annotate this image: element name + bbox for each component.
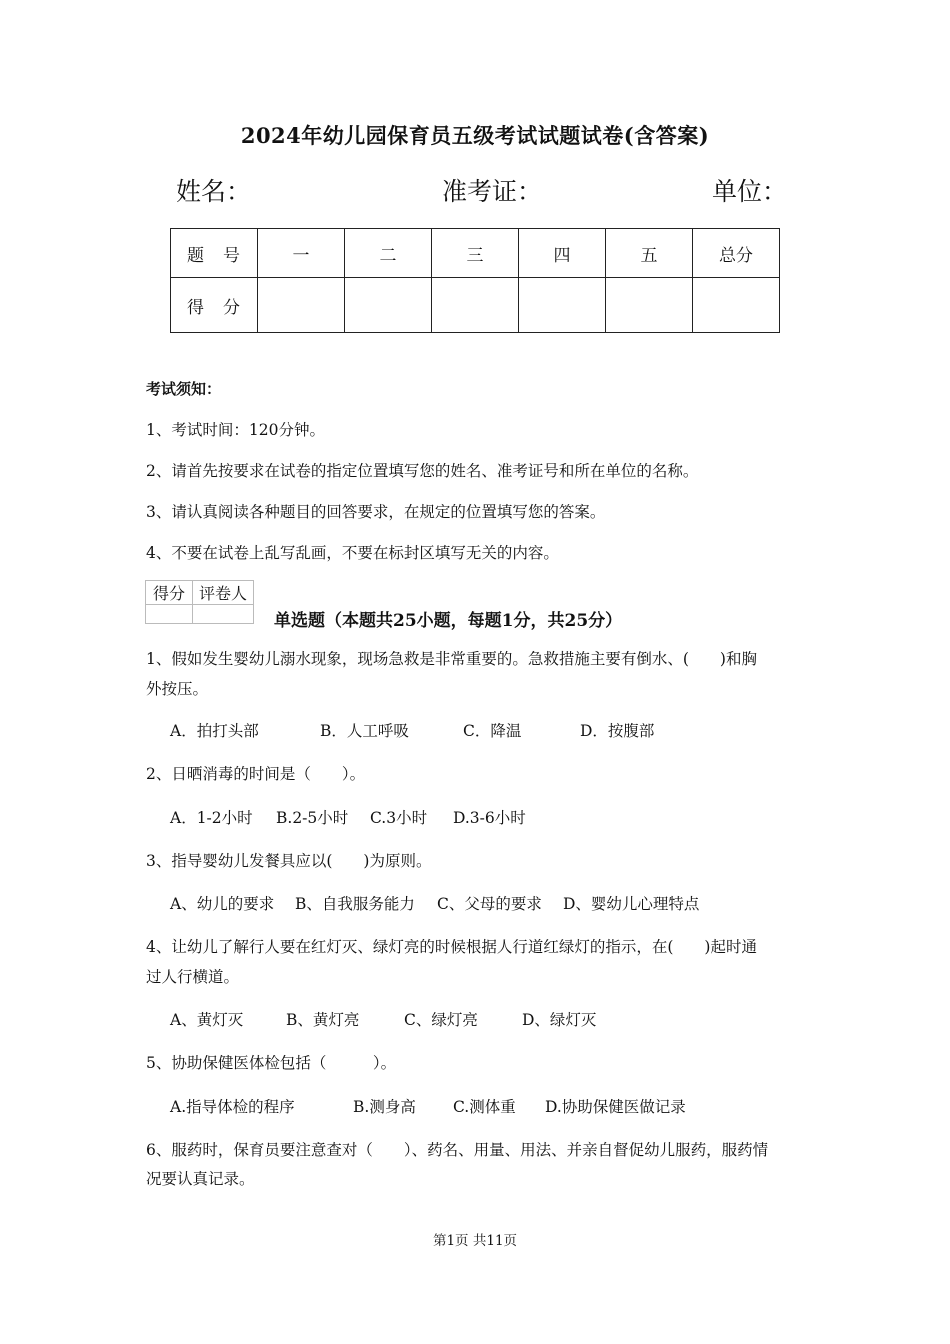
- question-1-text-cont: 外按压。: [146, 680, 209, 698]
- score-table-col-1: 一: [258, 229, 345, 278]
- question-2-option-d: D.3-6小时: [453, 809, 526, 827]
- question-5-option-d: D.协助保健医做记录: [545, 1098, 686, 1116]
- question-5-option-b: B.测身高: [353, 1098, 416, 1116]
- score-table-score-label: 得 分: [171, 278, 258, 333]
- question-5-text: 5、协助保健医体检包括（ ）。: [146, 1054, 397, 1072]
- score-table-header-label: 题 号: [171, 229, 258, 278]
- score-table-col-5: 五: [606, 229, 693, 278]
- name-field-label: 姓名：: [176, 177, 252, 206]
- question-2-text: 2、日晒消毒的时间是（ ）。: [146, 765, 366, 783]
- question-4-text: 4、让幼儿了解行人要在红灯灭、绿灯亮的时候根据人行道红绿灯的指示，在( )起时通: [146, 938, 757, 956]
- score-table-col-2: 二: [345, 229, 432, 278]
- score-table-col-total: 总分: [693, 229, 780, 278]
- question-2-option-a: A．1-2小时: [170, 809, 253, 827]
- notice-item: 3、请认真阅读各种题目的回答要求，在规定的位置填写您的答案。: [146, 503, 606, 521]
- question-1-option-d: D．按腹部: [580, 722, 655, 740]
- question-4-text-cont: 过人行横道。: [146, 968, 240, 986]
- question-3-option-b: B、自我服务能力: [295, 895, 415, 913]
- exam-id-field-label: 准考证：: [442, 177, 543, 206]
- page-title: 2024年幼儿园保育员五级考试试题试卷(含答案): [240, 123, 710, 148]
- question-3-option-a: A、幼儿的要求: [170, 895, 275, 913]
- score-table: [170, 228, 780, 333]
- score-table-col-4: 四: [519, 229, 606, 278]
- question-6-text: 6、服药时，保育员要注意查对（ ）、药名、用量、用法、并亲自督促幼儿服药，服药情: [146, 1141, 769, 1159]
- grader-box: [145, 580, 254, 624]
- notice-title: 考试须知：: [146, 380, 222, 398]
- grader-name-cell[interactable]: [193, 605, 254, 624]
- question-2-option-c: C.3小时: [370, 809, 428, 827]
- score-cell-3[interactable]: [432, 278, 519, 333]
- score-cell-1[interactable]: [258, 278, 345, 333]
- page-footer: 第1页 共11页: [432, 1233, 518, 1249]
- score-table-score-row: [171, 278, 780, 333]
- score-cell-2[interactable]: [345, 278, 432, 333]
- question-4-option-a: A、黄灯灭: [170, 1011, 244, 1029]
- score-cell-5[interactable]: [606, 278, 693, 333]
- question-1-option-b: B．人工呼吸: [320, 722, 409, 740]
- question-3-option-d: D、婴幼儿心理特点: [563, 895, 700, 913]
- question-3-text: 3、指导婴幼儿发餐具应以( )为原则。: [146, 852, 432, 870]
- notice-item: 1、考试时间：120分钟。: [146, 421, 325, 439]
- grader-score-label: 得分: [146, 581, 193, 605]
- question-1-option-c: C．降温: [463, 722, 522, 740]
- question-1-option-a: A．拍打头部: [170, 722, 259, 740]
- unit-field-label: 单位：: [712, 177, 788, 206]
- score-cell-4[interactable]: [519, 278, 606, 333]
- question-1-text: 1、假如发生婴幼儿溺水现象，现场急救是非常重要的。急救措施主要有倒水、( )和胸: [146, 650, 757, 668]
- section-title: 单选题（本题共25小题，每题1分，共25分）: [274, 611, 623, 631]
- question-4-option-b: B、黄灯亮: [286, 1011, 360, 1029]
- question-5-option-a: A.指导体检的程序: [170, 1098, 295, 1116]
- question-4-option-d: D、绿灯灭: [522, 1011, 597, 1029]
- score-cell-total[interactable]: [693, 278, 780, 333]
- notice-item: 4、不要在试卷上乱写乱画，不要在标封区填写无关的内容。: [146, 544, 559, 562]
- question-3-option-c: C、父母的要求: [437, 895, 542, 913]
- question-4-option-c: C、绿灯亮: [404, 1011, 478, 1029]
- question-2-option-b: B.2-5小时: [276, 809, 349, 827]
- question-6-text-cont: 况要认真记录。: [146, 1170, 255, 1188]
- grader-score-cell[interactable]: [146, 605, 193, 624]
- score-table-col-3: 三: [432, 229, 519, 278]
- grader-name-label: 评卷人: [193, 581, 254, 605]
- score-table-header-row: [171, 229, 780, 278]
- question-5-option-c: C.测体重: [453, 1098, 516, 1116]
- notice-item: 2、请首先按要求在试卷的指定位置填写您的姓名、准考证号和所在单位的名称。: [146, 462, 699, 480]
